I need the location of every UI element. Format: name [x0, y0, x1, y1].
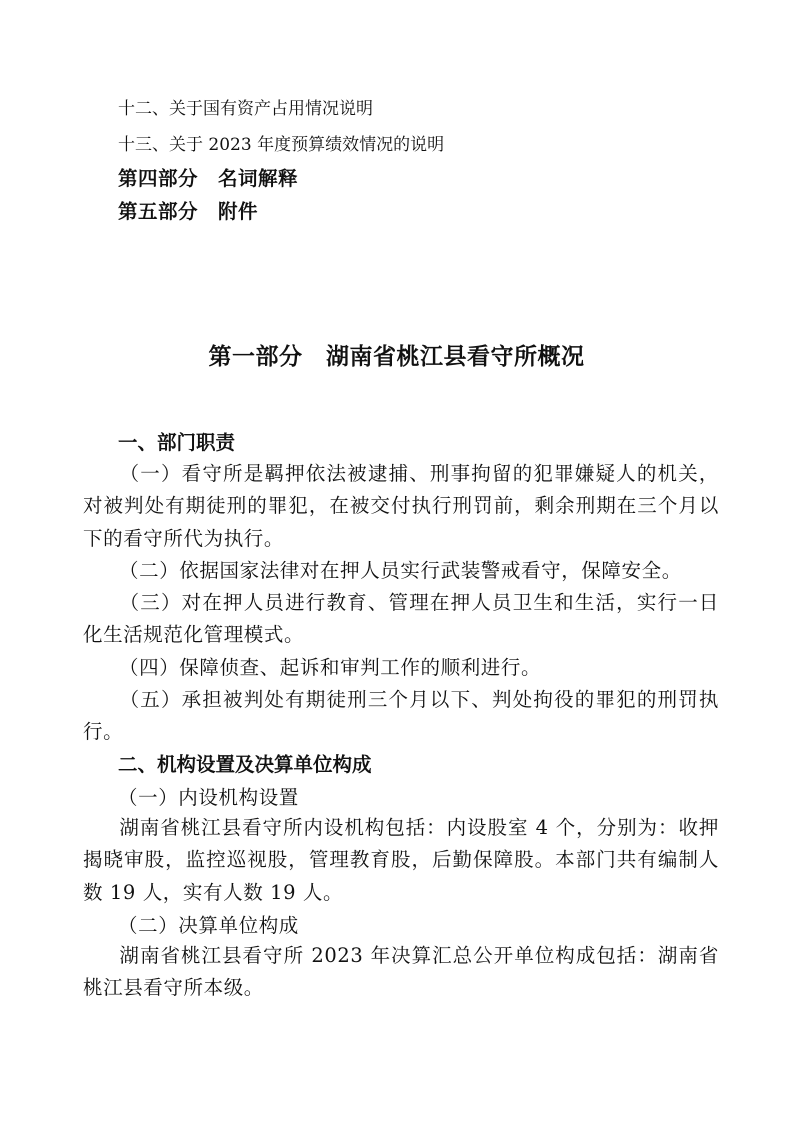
toc-part-4: 第四部分 名词解释: [118, 167, 299, 190]
toc-item-13: 十三、关于 2023 年度预算绩效情况的说明: [118, 135, 445, 155]
section-1-heading: 一、部门职责: [118, 431, 236, 454]
duty-paragraph-3-text: （三）对在押人员进行教育、管理在押人员卫生和生活，实行一日化生活规范化管理模式。: [83, 591, 719, 647]
toc-item-12: 十二、关于国有资产占用情况说明: [118, 99, 373, 119]
duty-paragraph-1-text: （一）看守所是羁押依法被逮捕、刑事拘留的犯罪嫌疑人的机关，对被判处有期徒刑的罪犯，在被交付执行刑罚前，剩余刑期在三个月以下的看守所代为执行。: [83, 462, 719, 550]
subsection-internal-structure: （一）内设机构设置: [118, 786, 299, 809]
subsection-final-account-units: （二）决算单位构成: [118, 914, 299, 937]
duty-paragraph-1: [83, 458, 719, 555]
duty-paragraph-2-text: （二）依据国家法律对在押人员实行武装警戒看守，保障安全。: [119, 559, 682, 582]
duty-paragraph-4-text: （四）保障侦查、起诉和审判工作的顺利进行。: [119, 656, 542, 679]
duty-paragraph-2: [83, 555, 719, 587]
section-2-heading: 二、机构设置及决算单位构成: [118, 753, 372, 776]
units-paragraph: [83, 940, 719, 1005]
duty-paragraph-5-text: （五）承担被判处有期徒刑三个月以下、判处拘役的罪犯的刑罚执行。: [83, 688, 719, 744]
units-paragraph-text: 湖南省桃江县看守所 2023 年决算汇总公开单位构成包括：湖南省桃江县看守所本级。: [83, 944, 719, 1000]
duty-paragraph-5: [83, 684, 719, 749]
toc-part-5: 第五部分 附件: [118, 200, 259, 223]
duty-paragraph-4: [83, 652, 719, 684]
duty-paragraph-3: [83, 587, 719, 652]
structure-paragraph-text: 湖南省桃江县看守所内设机构包括：内设股室 4 个，分别为：收押揭晓审股，监控巡视股，管理教育股，后勤保障股。本部门共有编制人数 19 人，实有人数 19 人。: [83, 816, 719, 904]
structure-paragraph: [83, 812, 719, 909]
part-1-title: 第一部分 湖南省桃江县看守所概况: [208, 343, 585, 370]
